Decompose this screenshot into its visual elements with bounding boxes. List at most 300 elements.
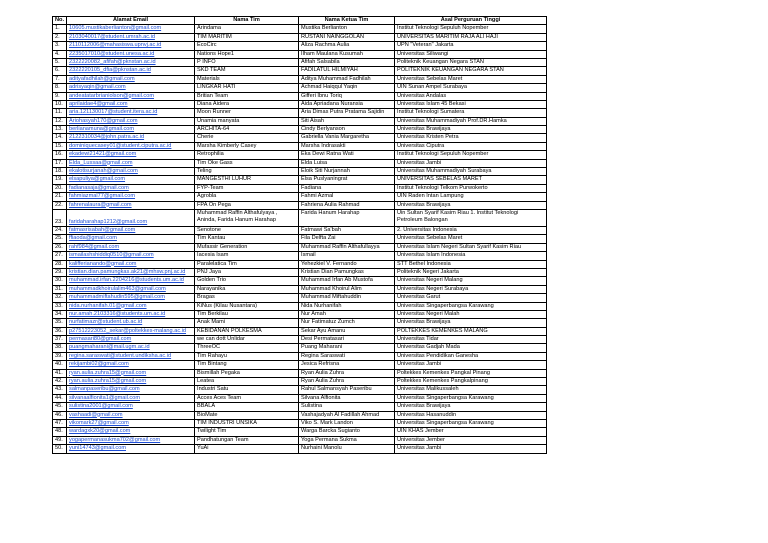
row-number: 7.	[53, 75, 67, 83]
table-row	[53, 151, 547, 159]
team-name-cell: Teling	[195, 168, 299, 176]
email-cell[interactable]: muhammadmiftahudin595@gmail.com	[67, 294, 195, 302]
university-cell: Poltekkes Kemenkes Pangkalpinang	[395, 378, 547, 386]
row-number: 32.	[53, 294, 67, 302]
email-cell[interactable]: 2110112006@mahasiswa.upnvj.ac.id	[67, 42, 195, 50]
team-leader-cell: Desi Permatasari	[299, 336, 395, 344]
row-number: 29.	[53, 268, 67, 276]
university-cell: Universitas Andalas	[395, 92, 547, 100]
team-leader-cell: Nurhaini Manolu	[299, 445, 395, 453]
team-leader-cell: Puang Maharani	[299, 344, 395, 352]
row-number: 49.	[53, 436, 67, 444]
email-cell[interactable]: wardagxk20@gmail.com	[67, 428, 195, 436]
table-row	[53, 42, 547, 50]
row-number: 37.	[53, 336, 67, 344]
university-cell: Universitas Negeri Malah	[395, 310, 547, 318]
university-cell: Institut Teknologi Sepuluh Nopember	[395, 25, 547, 33]
university-cell: Universitas Brawijaya	[395, 201, 547, 209]
team-leader-cell: Ismail	[299, 252, 395, 260]
table-row	[53, 336, 547, 344]
university-cell: Universitas Jambi	[395, 445, 547, 453]
team-name-cell: MANGESTHI LUHUR	[195, 176, 299, 184]
email-cell[interactable]: kalifferianando@gmail.com	[67, 260, 195, 268]
team-leader-cell: Farida Hanum Harahap	[299, 209, 395, 226]
team-leader-cell: Aida Apriadana Nuransia	[299, 100, 395, 108]
row-number: 10.	[53, 100, 67, 108]
email-cell[interactable]: adityafadhilah@gmail.com	[67, 75, 195, 83]
email-cell[interactable]: Ariohasyah170@gmail.com	[67, 117, 195, 125]
university-cell: Universitas Sebelas Maret	[395, 235, 547, 243]
table-row	[53, 310, 547, 318]
university-cell: Universitas Ciputra	[395, 142, 547, 150]
table-row	[53, 226, 547, 234]
team-leader-cell: Fatmawi Sa'bah	[299, 226, 395, 234]
email-cell[interactable]: vashaadi@gmail.com	[67, 411, 195, 419]
email-cell[interactable]: puangmaharani@mail.ugm.ac.id	[67, 344, 195, 352]
row-number: 19.	[53, 176, 67, 184]
team-name-cell: TIM INDUSTRI UNSIKA	[195, 419, 299, 427]
email-cell[interactable]: kristian.dian.pamungkas.ak21@mhsw.pnj.ac.id	[67, 268, 195, 276]
team-leader-cell: Elsa Puslyaningrat	[299, 176, 395, 184]
team-leader-cell: Yehezkiel V. Fernando	[299, 260, 395, 268]
team-leader-cell: Ryan Aulia Zuhra	[299, 378, 395, 386]
table-row	[53, 176, 547, 184]
team-name-cell: FPA On Pega	[195, 201, 299, 209]
email-cell[interactable]: fahrenalaura@gmail.com	[67, 201, 195, 209]
table-row	[53, 403, 547, 411]
table-row	[53, 394, 547, 402]
email-cell[interactable]: nida.nurhanifah.01@gmail.com	[67, 302, 195, 310]
table-row	[53, 168, 547, 176]
email-cell[interactable]: muhammad.irfan.2204216@students.um.ac.id	[67, 277, 195, 285]
team-name-cell: Golden Trio	[195, 277, 299, 285]
team-name-cell: Bragas	[195, 294, 299, 302]
row-number: 2.	[53, 33, 67, 41]
university-cell: STT Bethel Indonesia	[395, 260, 547, 268]
table-row	[53, 209, 547, 226]
team-name-cell: Twilight Tim	[195, 428, 299, 436]
team-name-cell: Pandhatungan Team	[195, 436, 299, 444]
table-row	[53, 142, 547, 150]
row-number: 40.	[53, 361, 67, 369]
header-team-leader: Nama Ketua Tim	[299, 17, 395, 25]
email-cell[interactable]: ekalotisurjanah@gmail.com	[67, 168, 195, 176]
university-cell: Universitas Gadjah Mada	[395, 344, 547, 352]
team-leader-cell: Ryan Aulia Zuhra	[299, 369, 395, 377]
table-row	[53, 327, 547, 335]
university-cell: Universitas Pendidikan Ganesha	[395, 352, 547, 360]
table-row	[53, 193, 547, 201]
team-leader-cell: Muhammad Irfan Ab Mustofa	[299, 277, 395, 285]
team-name-cell: Acces Aces Team	[195, 394, 299, 402]
table-row	[53, 369, 547, 377]
row-number: 46.	[53, 411, 67, 419]
row-number: 24.	[53, 226, 67, 234]
row-number: 17.	[53, 159, 67, 167]
team-leader-cell: Elda Luisa	[299, 159, 395, 167]
university-cell: Universitas Kristen Petra	[395, 134, 547, 142]
team-leader-cell: Muhammad Khoirul Alim	[299, 285, 395, 293]
email-cell[interactable]: 2322220105_dfia@pknstan.ac.id	[67, 67, 195, 75]
email-cell[interactable]: nur.amah.2103316@students.um.ac.id	[67, 310, 195, 318]
team-leader-cell: Fadiana	[299, 184, 395, 192]
table-row	[53, 50, 547, 58]
email-cell[interactable]: rekijambi02@gmail.com	[67, 361, 195, 369]
email-cell[interactable]: berlianamuna@gmail.com	[67, 126, 195, 134]
table-row	[53, 67, 547, 75]
team-name-cell: Paralelatica Tim	[195, 260, 299, 268]
header-no: No.	[53, 17, 67, 25]
team-name-cell: Agrobla	[195, 193, 299, 201]
team-name-cell: EcoCirc	[195, 42, 299, 50]
university-cell: POLITEKNIK KEUANGAN NEGARA STAN	[395, 67, 547, 75]
university-cell: Universitas Jambi	[395, 159, 547, 167]
team-leader-cell: Afifah Salsabila	[299, 58, 395, 66]
university-cell: 2. Universitas Indonesia	[395, 226, 547, 234]
team-leader-cell: Yoga Permana Sukma	[299, 436, 395, 444]
table-row	[53, 294, 547, 302]
row-number: 27.	[53, 252, 67, 260]
table-row	[53, 109, 547, 117]
team-name-cell: Tim Oke Gass	[195, 159, 299, 167]
university-cell: Universitas Sebelas Maret	[395, 75, 547, 83]
email-cell[interactable]: salmanpaseribu@gmail.com	[67, 386, 195, 394]
row-number: 30.	[53, 277, 67, 285]
email-cell[interactable]: faridaharahap1212@gmail.com	[67, 209, 195, 226]
team-name-cell: Senotone	[195, 226, 299, 234]
team-name-cell: Bismillah Pegaka	[195, 369, 299, 377]
university-cell: Universitas Negeri Surabaya	[395, 285, 547, 293]
university-cell: Universitas Singaperbangsa Karawang	[395, 394, 547, 402]
team-leader-cell: Aria Dimas Putra Pratama Sajidin	[299, 109, 395, 117]
team-name-cell: LINGKAR HATI	[195, 84, 299, 92]
table-row	[53, 319, 547, 327]
team-name-cell: Iacesia Isam	[195, 252, 299, 260]
email-cell[interactable]: silvanaalfionita1@gmail.com	[67, 394, 195, 402]
table-row	[53, 33, 547, 41]
team-name-cell: Muhammad Raffin Althafulyaya , Aninda, Farida Hanum Harahap	[195, 209, 299, 226]
row-number: 38.	[53, 344, 67, 352]
table-row	[53, 445, 547, 453]
team-name-cell: Tim Berkilau	[195, 310, 299, 318]
email-cell[interactable]: permasari80@gmail.com	[67, 336, 195, 344]
university-cell: Universitas Islam Indonesia	[395, 252, 547, 260]
team-name-cell: Materials	[195, 75, 299, 83]
email-cell[interactable]: 10605.mustikaberlianton@gmail.com	[67, 25, 195, 33]
email-cell[interactable]: fatmasrisabah@gmail.com	[67, 226, 195, 234]
team-leader-cell: Warga Barcka Sugianto	[299, 428, 395, 436]
university-cell: Universitas Brawijaya	[395, 319, 547, 327]
university-cell: Universitas Brawijaya	[395, 126, 547, 134]
team-name-cell: Leatea	[195, 378, 299, 386]
team-name-cell: Anak Mami	[195, 319, 299, 327]
university-cell: UIN Raden Intan Lampung	[395, 193, 547, 201]
team-name-cell: BBALA	[195, 403, 299, 411]
email-cell[interactable]: adrisyaqin@gmail.com	[67, 84, 195, 92]
team-name-cell: KEBIDANAN POLKESMA	[195, 327, 299, 335]
table-row	[53, 134, 547, 142]
university-cell: UNIVERSITAS SEBELAS MARET	[395, 176, 547, 184]
table-row	[53, 58, 547, 66]
row-number: 20.	[53, 184, 67, 192]
row-number: 43.	[53, 386, 67, 394]
email-cell[interactable]: elsapuliya@gmail.com	[67, 176, 195, 184]
email-cell[interactable]: muhammadkhoirulalim463@gmail.com	[67, 285, 195, 293]
team-name-cell: Tim Bintang	[195, 361, 299, 369]
university-cell: Institut Teknologi Telkom Purwokerto	[395, 184, 547, 192]
email-cell[interactable]: sulistina2001@gmail.com	[67, 403, 195, 411]
team-leader-cell: Aditya Muhammad Fadhilah	[299, 75, 395, 83]
team-name-cell: PNJ Jaya	[195, 268, 299, 276]
table-row	[53, 344, 547, 352]
table-row	[53, 260, 547, 268]
row-number: 16.	[53, 151, 67, 159]
table-row	[53, 92, 547, 100]
team-leader-cell: Cindy Berlyanson	[299, 126, 395, 134]
email-cell[interactable]: ismailashshiddiq0510@gmail.com	[67, 252, 195, 260]
team-name-cell: Marsha Kimberly Casey	[195, 142, 299, 150]
team-leader-cell: Ilham Maulana Kusumah	[299, 50, 395, 58]
team-leader-cell: Jesica Refrisna	[299, 361, 395, 369]
team-name-cell: Tim Kantau	[195, 235, 299, 243]
table-row	[53, 243, 547, 251]
row-number: 28.	[53, 260, 67, 268]
row-number: 5.	[53, 58, 67, 66]
row-number: 47.	[53, 419, 67, 427]
team-leader-cell: Vashajadyah Al Fadillah Ahmad	[299, 411, 395, 419]
row-number: 3.	[53, 42, 67, 50]
row-number: 14.	[53, 134, 67, 142]
university-cell: UIN Sunan Ampel Surabaya	[395, 84, 547, 92]
header-email: Alamat Email	[67, 17, 195, 25]
table-row	[53, 201, 547, 209]
university-cell: POLTEKKES KEMENKES MALANG	[395, 327, 547, 335]
university-cell: UIN KHAS Jember	[395, 428, 547, 436]
row-number: 12.	[53, 117, 67, 125]
header-university: Asal Perguruan Tinggi	[395, 17, 547, 25]
team-name-cell: P INFO	[195, 58, 299, 66]
row-number: 25.	[53, 235, 67, 243]
team-leader-cell: RUSTANI NAINGGOLAN	[299, 33, 395, 41]
team-name-cell: KiNus (Kilau Nusantara)	[195, 302, 299, 310]
team-leader-cell: Nur Amah	[299, 310, 395, 318]
table-row	[53, 75, 547, 83]
university-cell: Universitas Negeri Malang	[395, 277, 547, 285]
university-cell: Universitas Jember	[395, 436, 547, 444]
email-cell[interactable]: rahf984@gmail.com	[67, 243, 195, 251]
row-number: 50.	[53, 445, 67, 453]
email-cell[interactable]: andeatatarbrianiolson@gmail.com	[67, 92, 195, 100]
team-leader-cell: Muhammad Raffin Althafullayya	[299, 243, 395, 251]
university-cell: Universitas Muhammadiyah Prof.DR.Hamka	[395, 117, 547, 125]
team-leader-cell: Nur Fatimatuz Zumch	[299, 319, 395, 327]
email-cell[interactable]: ffiaoda@gmail.com	[67, 235, 195, 243]
team-leader-cell: Rahul Salmansyah Paseribu	[299, 386, 395, 394]
email-cell[interactable]: p27512223052_sekar@poltekkes-malang.ac.id	[67, 327, 195, 335]
table-row	[53, 386, 547, 394]
row-number: 41.	[53, 369, 67, 377]
team-name-cell: Mufassir Generation	[195, 243, 299, 251]
table-row	[53, 436, 547, 444]
row-number: 31.	[53, 285, 67, 293]
row-number: 33.	[53, 302, 67, 310]
email-cell[interactable]: ryan.aulia.zuhra15@gmail.com	[67, 378, 195, 386]
table-row	[53, 126, 547, 134]
table-row	[53, 100, 547, 108]
team-name-cell: Unamia manyata	[195, 117, 299, 125]
email-cell[interactable]: 2103040017@student.umrah.ac.id	[67, 33, 195, 41]
email-cell[interactable]: fadianasaja@gmail.com	[67, 184, 195, 192]
team-name-cell: Diana Aidera	[195, 100, 299, 108]
email-cell[interactable]: dominiquecasey01@student.ciputra.ac.id	[67, 142, 195, 150]
team-leader-cell: Viko S. Mark Landon	[299, 419, 395, 427]
row-number: 48.	[53, 428, 67, 436]
university-cell: Universitas Garut	[395, 294, 547, 302]
row-number: 22.	[53, 201, 67, 209]
table-row	[53, 419, 547, 427]
table-row	[53, 352, 547, 360]
team-leader-cell: Siti Aisah	[299, 117, 395, 125]
university-cell: UNIVERSITAS MARITIM RAJA ALI HAJI	[395, 33, 547, 41]
row-number: 23.	[53, 209, 67, 226]
table-row	[53, 252, 547, 260]
table-body	[53, 25, 547, 453]
team-leader-cell: Regina Saraswati	[299, 352, 395, 360]
team-name-cell: BioMate	[195, 411, 299, 419]
row-number: 4.	[53, 50, 67, 58]
table-row	[53, 184, 547, 192]
university-cell: Universitas Hasanuddin	[395, 411, 547, 419]
row-number: 11.	[53, 109, 67, 117]
university-cell: Institut Teknologi Sepuluh Nopember	[395, 151, 547, 159]
team-name-cell: Nations Hope1	[195, 50, 299, 58]
table-row	[53, 361, 547, 369]
university-cell: Universitas Singaperbangsa Karawang	[395, 419, 547, 427]
email-cell[interactable]: Elda_Lussaa@gmail.com	[67, 159, 195, 167]
university-cell: Institut Teknologi Sumatera	[395, 109, 547, 117]
row-number: 6.	[53, 67, 67, 75]
team-leader-cell: Gabriella Vania Margaretha	[299, 134, 395, 142]
university-cell: UPN "Veteran" Jakarta	[395, 42, 547, 50]
team-leader-cell: FADILATUL HILMIYAH	[299, 67, 395, 75]
email-cell[interactable]: ekadewi21421@gmail.com	[67, 151, 195, 159]
email-cell[interactable]: vikomark27@gmail.com	[67, 419, 195, 427]
team-name-cell: YuAi	[195, 445, 299, 453]
row-number: 13.	[53, 126, 67, 134]
team-leader-cell: Nida Nurhanifah	[299, 302, 395, 310]
email-cell[interactable]: nurfatimazr@student.ub.ac.id	[67, 319, 195, 327]
team-name-cell: SKD TEAM	[195, 67, 299, 75]
team-name-cell: Industri Satu	[195, 386, 299, 394]
university-cell: Universitas Brawijaya	[395, 403, 547, 411]
table-row	[53, 285, 547, 293]
row-number: 42.	[53, 378, 67, 386]
university-cell: Universitas Singaperbangsa Karawang	[395, 302, 547, 310]
university-cell: Politeknik Negeri Jakarta	[395, 268, 547, 276]
email-cell[interactable]: 2322220082_afifah@pknstan.ac.id	[67, 58, 195, 66]
table-row	[53, 159, 547, 167]
email-cell[interactable]: regina.saraswati@student.undiksha.ac.id	[67, 352, 195, 360]
university-cell: Universitas Islam Negeri Sultan Syarif Kasim Riau	[395, 243, 547, 251]
row-number: 36.	[53, 327, 67, 335]
row-number: 15.	[53, 142, 67, 150]
team-leader-cell: Achmad Haiqqul Yaqin	[299, 84, 395, 92]
row-number: 35.	[53, 319, 67, 327]
email-cell[interactable]: aprilaidae4@gmail.com	[67, 100, 195, 108]
header-team-name: Nama Tim	[195, 17, 299, 25]
registration-table	[52, 16, 547, 454]
email-cell[interactable]: yogapermanasukma702@gmail.com	[67, 436, 195, 444]
team-leader-cell: Eloik Siti Nurjannah	[299, 168, 395, 176]
row-number: 44.	[53, 394, 67, 402]
team-leader-cell: Aliza Rachma Aulia	[299, 42, 395, 50]
email-cell[interactable]: aria.121130017@student.itera.ac.id	[67, 109, 195, 117]
header-row	[53, 17, 547, 25]
team-leader-cell: Fila Delfta Zai	[299, 235, 395, 243]
team-name-cell: ARCHITA-64	[195, 126, 299, 134]
row-number: 34.	[53, 310, 67, 318]
university-cell: Universitas Muhammadiyah Surabaya	[395, 168, 547, 176]
row-number: 9.	[53, 92, 67, 100]
row-number: 45.	[53, 403, 67, 411]
team-leader-cell: Muhammad Miftahuddin	[299, 294, 395, 302]
table-row	[53, 25, 547, 33]
team-name-cell: Tim Rahayu	[195, 352, 299, 360]
row-number: 8.	[53, 84, 67, 92]
university-cell: Uin Sultan Syarif Kasim Riau 1. Institut Teknologi Petroleum Balongan	[395, 209, 547, 226]
table-row	[53, 277, 547, 285]
row-number: 18.	[53, 168, 67, 176]
table-row	[53, 117, 547, 125]
table-row	[53, 411, 547, 419]
table-row	[53, 235, 547, 243]
university-cell: Poltekkes Kemenkes Pangkal Pinang	[395, 369, 547, 377]
email-cell[interactable]: yuni14743@gmail.com	[67, 445, 195, 453]
team-leader-cell: Fahmi Azmal	[299, 193, 395, 201]
university-cell: Universitas Jambi	[395, 361, 547, 369]
team-leader-cell: Marsha Indrasakti	[299, 142, 395, 150]
table-row	[53, 378, 547, 386]
email-cell[interactable]: 2235017010@student.unesa.ac.id	[67, 50, 195, 58]
team-name-cell: Arindama	[195, 25, 299, 33]
team-leader-cell: Fahriena Aulia Rahmad	[299, 201, 395, 209]
team-leader-cell: Kristian Dian Pamungkas	[299, 268, 395, 276]
team-leader-cell: Silvana Alfionita	[299, 394, 395, 402]
email-cell[interactable]: 2122310034@john.patra.ac.id	[67, 134, 195, 142]
team-name-cell: Retrophilia	[195, 151, 299, 159]
team-leader-cell: Sulistina	[299, 403, 395, 411]
email-cell[interactable]: ryan.aulia.zuhra15@gmail.com	[67, 369, 195, 377]
team-name-cell: TIM MARITIM	[195, 33, 299, 41]
table-row	[53, 84, 547, 92]
row-number: 26.	[53, 243, 67, 251]
team-leader-cell: Sekar Ayu Amanu	[299, 327, 395, 335]
team-name-cell: we can dott Unlidar	[195, 336, 299, 344]
row-number: 39.	[53, 352, 67, 360]
email-cell[interactable]: fahmiazmal77@gmail.com	[67, 193, 195, 201]
table-row	[53, 428, 547, 436]
team-name-cell: FYP-Team	[195, 184, 299, 192]
university-cell: Universitas Tidar	[395, 336, 547, 344]
university-cell: Politeknik Keuangan Negara STAN	[395, 58, 547, 66]
row-number: 21.	[53, 193, 67, 201]
row-number: 1.	[53, 25, 67, 33]
team-name-cell: Cherie	[195, 134, 299, 142]
team-leader-cell: Gifferi Ibnu Toriq	[299, 92, 395, 100]
university-cell: Universitas Siliwangi	[395, 50, 547, 58]
table-row	[53, 268, 547, 276]
team-leader-cell: Eka Dewi Ratna Wati	[299, 151, 395, 159]
